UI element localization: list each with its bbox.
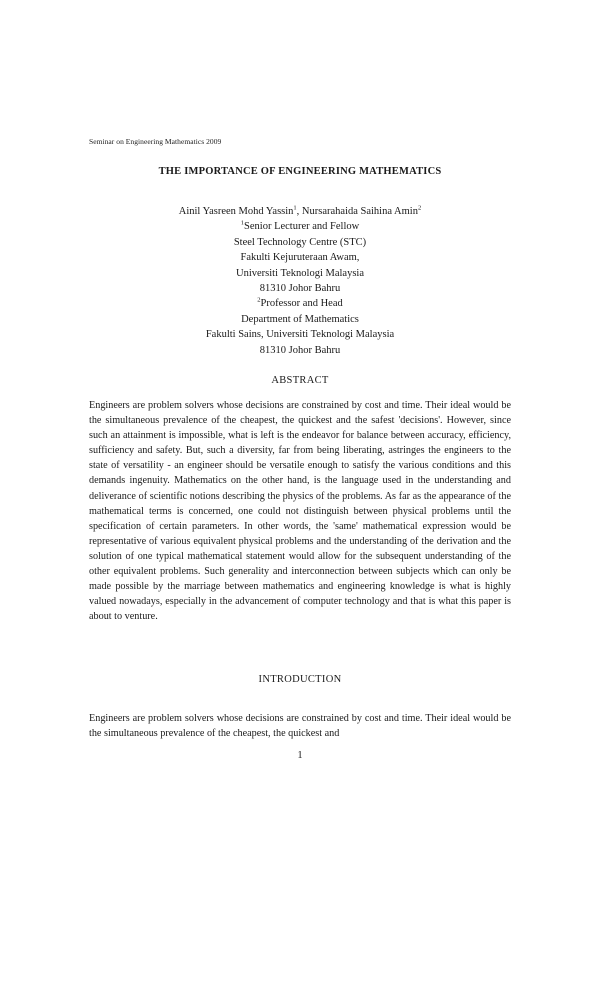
author-2-affiliation-mark: 2 — [417, 204, 422, 212]
affiliation-1-title: $^1$Senior Lecturer and Fellow — [240, 219, 360, 233]
introduction-heading: INTRODUCTION — [258, 674, 342, 685]
author-2-name: Nursarahaida Saihina Amin — [301, 206, 418, 217]
affiliation-2-department: Department of Mathematics — [241, 313, 359, 325]
affiliation-1-faculty: Fakulti Kejuruteraan Awam, — [240, 252, 360, 264]
abstract-heading: ABSTRACT — [271, 375, 329, 386]
author-line — [60, 204, 540, 219]
affiliation-2-mark: 2 — [257, 296, 261, 304]
affiliation-1-university: Universiti Teknologi Malaysia — [236, 267, 364, 279]
author-1-affiliation-mark: 1 — [293, 204, 297, 212]
affiliation-1-mark: 1 — [240, 219, 245, 227]
author-1-name: Ainil Yasreen Mohd Yassin — [178, 206, 294, 217]
author-block — [60, 204, 540, 358]
running-header: Seminar on Engineering Mathematics 2009 — [89, 137, 222, 146]
affiliation-2-title: $^2$Professor and Head — [257, 296, 343, 310]
page-number: 1 — [297, 750, 303, 761]
affiliation-1-centre: Steel Technology Centre (STC) — [233, 236, 367, 248]
paper-title: THE IMPORTANCE OF ENGINEERING MATHEMATICS — [158, 166, 442, 177]
author-separator: , — [296, 206, 302, 217]
affiliation-2-faculty: Fakulti Sains, Universiti Teknologi Malaysia — [205, 329, 395, 341]
affiliation-1-address: 81310 Johor Bahru — [259, 283, 341, 295]
introduction-paragraph: Engineers are problem solvers whose decisions are constrained by cost and time. Their ideal would be the simultaneous prevalence of the cheapest, the quickest and — [89, 713, 511, 740]
affiliation-2-address: 81310 Johor Bahru — [259, 344, 341, 356]
abstract-paragraph: Engineers are problem solvers whose decisions are constrained by cost and time. Their ideal would be the simultaneous prevalence of the cheapest, the quickest and the safest 'decisions'. However, since such an attainment is impossible, what is left is the endeavor for balance between accuracy, efficiency, sufficiency and safety. But, such a diversity, far from being liberating, astringes the engineers to the state of versatility - an engineer should be versatile enough to satisfy the various conditions and this demands ingenuity. Mathematics on the other hand, is the language used in the understanding and deliverance of scientific notions describing the physics of the problems. As far as the appearance of the mathematical terms is concerned, one could not distinguish between physical problems until the specification of certain parameters. In other words, the 'same' mathematical expression would be representative of various equivalent physical problems and the understanding of the derivation and the solution of one typical mathematical statement would allow for the subsequent understanding of the other equivalent problems. Such generality and interconnection between subjects which can only be made possible by the marriage between mathematics and engineering knowledge is what is highly valued nowadays, especially in the advancement of computer technology and that is what this paper is about to venture. — [89, 400, 511, 623]
